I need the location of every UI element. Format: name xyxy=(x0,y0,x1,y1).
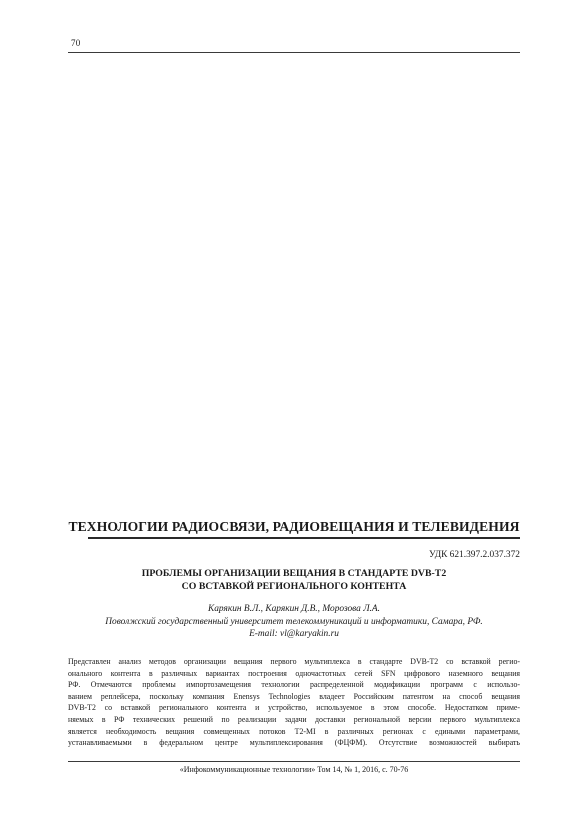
page-number: 70 xyxy=(71,38,81,48)
affiliation: Поволжский государственный университет телекоммуникаций и информатики, Самара, РФ. xyxy=(105,616,483,627)
article-title xyxy=(68,568,520,593)
authors: Карякин В.Л., Карякин Д.В., Морозова Л.А. xyxy=(208,604,380,614)
footer-citation: «Инфокоммуникационные технологии» Том 14, № 1, 2016, с. 70-76 xyxy=(179,765,409,774)
footer-rule xyxy=(68,761,520,762)
abstract-line: является необходимость вещания совмещенных потоков T2-MI в различных регионах с едиными параметрами, xyxy=(68,726,520,736)
abstract-line: ванием реплейсера, поскольку компания Enensys Technologies владеет Российским патентом на способ вещания xyxy=(68,691,520,701)
abstract-line: Представлен анализ методов организации вещания первого мультиплекса в стандарте DVB-T2 со вставкой регио- xyxy=(68,657,520,666)
abstract-line: няемых в РФ технических решений по реализации задачи доставки региональной версии первого мультиплекса xyxy=(68,714,520,724)
abstract-line: устанавливаемыми в федеральном центре мультиплексирования (ФЦФМ). Отсутствие возможностей выбирать xyxy=(68,738,520,748)
article-title-line-1: ПРОБЛЕМЫ ОРГАНИЗАЦИИ ВЕЩАНИЯ В СТАНДАРТЕ DVB-T2 xyxy=(141,568,447,579)
author-block xyxy=(68,603,520,641)
abstract-line: онального контента в различных вариантах построения одночастотных сетей SFN цифрового наземного вещания xyxy=(68,668,520,678)
email: E-mail: vl@karyakin.ru xyxy=(249,629,339,640)
article-title-line-2: СО ВСТАВКОЙ РЕГИОНАЛЬНОГО КОНТЕНТА xyxy=(181,580,407,592)
abstract-line: DVB-T2 со вставкой регионального контента и устройство, используемое в этом способе. Недостатком приме- xyxy=(68,703,520,713)
abstract xyxy=(68,656,520,749)
section-heading: ТЕХНОЛОГИИ РАДИОСВЯЗИ, РАДИОВЕЩАНИЯ И ТЕЛЕВИДЕНИЯ xyxy=(68,519,520,534)
header-rule xyxy=(68,52,520,53)
udk-code: УДК 621.397.2.037.372 xyxy=(429,550,520,560)
section-rule xyxy=(88,537,520,539)
abstract-line: РФ. Отмечаются проблемы импортозамещения технологии распределенной модификации программ с использо- xyxy=(68,680,520,690)
